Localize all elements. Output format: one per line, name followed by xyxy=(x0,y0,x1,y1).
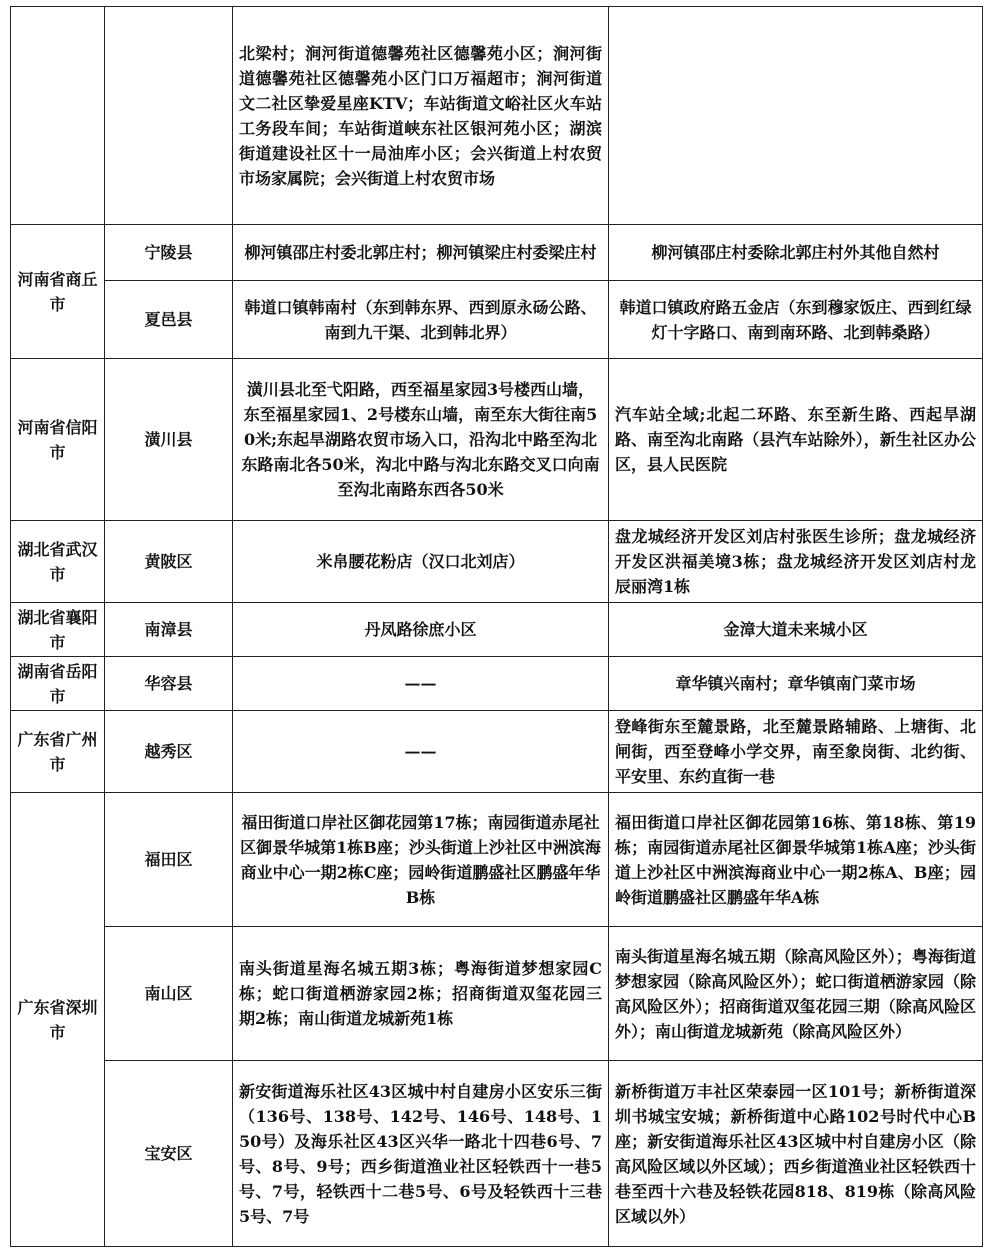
table-row xyxy=(11,521,983,603)
county-cell: 宝安区 xyxy=(105,1061,233,1247)
county-cell-empty xyxy=(105,7,233,225)
table-row xyxy=(11,603,983,657)
mid-risk-cell: 韩道口镇政府路五金店（东到穆家饭庄、西到红绿灯十字路口、南到南环路、北到韩桑路） xyxy=(609,281,983,359)
province-cell-empty xyxy=(11,7,105,225)
county-cell: 南山区 xyxy=(105,927,233,1061)
mid-risk-cell: 章华镇兴南村；章华镇南门菜市场 xyxy=(609,657,983,711)
risk-area-table xyxy=(10,6,983,1247)
mid-risk-cell: 汽车站全域;北起二环路、东至新生路、西起旱湖路、南至沟北南路（县汽车站除外），新生社区办公区，县人民医院 xyxy=(609,359,983,521)
mid-risk-cell xyxy=(609,7,983,225)
mid-risk-cell: 南头街道星海名城五期（除高风险区外）；粤海街道梦想家园（除高风险区外）；蛇口街道栖游家园（除高风险区外）；招商街道双玺花园三期（除高风险区外）；南山街道龙城新苑（除高风险区外） xyxy=(609,927,983,1061)
province-cell: 湖北省襄阳市 xyxy=(11,603,105,657)
table-row xyxy=(11,927,983,1061)
high-risk-cell: 丹凤路徐庶小区 xyxy=(233,603,609,657)
mid-risk-cell: 登峰街东至麓景路，北至麓景路辅路、上塘街、北闸街，西至登峰小学交界，南至象岗街、北约街、平安里、东约直街一巷 xyxy=(609,711,983,793)
mid-risk-cell: 福田街道口岸社区御花园第16栋、第18栋、第19栋；南园街道赤尾社区御景华城第1栋A座；沙头街道上沙社区中洲滨海商业中心一期2栋A、B座；园岭街道鹏盛社区鹏盛年华A栋 xyxy=(609,793,983,927)
mid-risk-cell: 盘龙城经济开发区刘店村张医生诊所；盘龙城经济开发区洪福美境3栋；盘龙城经济开发区刘店村龙辰丽湾1栋 xyxy=(609,521,983,603)
high-risk-cell: —— xyxy=(233,657,609,711)
county-cell: 越秀区 xyxy=(105,711,233,793)
province-cell: 广东省广州市 xyxy=(11,711,105,793)
mid-risk-cell: 金漳大道未来城小区 xyxy=(609,603,983,657)
table-row xyxy=(11,711,983,793)
county-cell: 南漳县 xyxy=(105,603,233,657)
county-cell: 夏邑县 xyxy=(105,281,233,359)
high-risk-cell: 柳河镇邵庄村委北郭庄村；柳河镇梁庄村委梁庄村 xyxy=(233,225,609,281)
table-row xyxy=(11,7,983,225)
high-risk-cell: —— xyxy=(233,711,609,793)
county-cell: 华容县 xyxy=(105,657,233,711)
table-row xyxy=(11,281,983,359)
county-cell: 黄陂区 xyxy=(105,521,233,603)
table-row xyxy=(11,1061,983,1247)
table-row xyxy=(11,657,983,711)
county-cell: 潢川县 xyxy=(105,359,233,521)
high-risk-cell: 北梁村；涧河街道德馨苑社区德馨苑小区；涧河街道德馨苑社区德馨苑小区门口万福超市；涧河街道文二社区挚爱星座KTV；车站街道文峪社区火车站工务段车间；车站街道峡东社区银河苑小区；湖滨街道建设社区十一局油库小区；会兴街道上村农贸市场家属院；会兴街道上村农贸市场 xyxy=(233,7,609,225)
high-risk-cell: 南头街道星海名城五期3栋；粤海街道梦想家园C栋；蛇口街道栖游家园2栋；招商街道双玺花园三期2栋；南山街道龙城新苑1栋 xyxy=(233,927,609,1061)
mid-risk-cell: 柳河镇邵庄村委除北郭庄村外其他自然村 xyxy=(609,225,983,281)
province-cell: 湖北省武汉市 xyxy=(11,521,105,603)
province-cell: 河南省信阳市 xyxy=(11,359,105,521)
table-row xyxy=(11,793,983,927)
mid-risk-cell: 新桥街道万丰社区荣泰园一区101号；新桥街道深圳书城宝安城；新桥街道中心路102号时代中心B座；新安街道海乐社区43区城中村自建房小区（除高风险区域以外区域）；西乡街道渔业社区轻铁西十巷至西十六巷及轻铁花园818、819栋（除高风险区域以外） xyxy=(609,1061,983,1247)
table-row xyxy=(11,359,983,521)
county-cell: 福田区 xyxy=(105,793,233,927)
province-cell: 河南省商丘市 xyxy=(11,225,105,359)
table-row xyxy=(11,225,983,281)
high-risk-cell: 韩道口镇韩南村（东到韩东界、西到原永砀公路、南到九干渠、北到韩北界） xyxy=(233,281,609,359)
high-risk-cell: 潢川县北至弋阳路，西至福星家园3号楼西山墙，东至福星家园1、2号楼东山墙，南至东大街往南50米;东起旱湖路农贸市场入口，沿沟北中路至沟北东路南北各50米，沟北中路与沟北东路交叉口向南至沟北南路东西各50米 xyxy=(233,359,609,521)
high-risk-cell: 福田街道口岸社区御花园第17栋；南园街道赤尾社区御景华城第1栋B座；沙头街道上沙社区中洲滨海商业中心一期2栋C座；园岭街道鹏盛社区鹏盛年华B栋 xyxy=(233,793,609,927)
county-cell: 宁陵县 xyxy=(105,225,233,281)
high-risk-cell: 米帛腰花粉店（汉口北刘店） xyxy=(233,521,609,603)
high-risk-cell: 新安街道海乐社区43区城中村自建房小区安乐三街（136号、138号、142号、146号、148号、150号）及海乐社区43区兴华一路北十四巷6号、7号、8号、9号；西乡街道渔业社区轻铁西十一巷5号、7号，轻铁西十二巷5号、6号及轻铁西十三巷5号、7号 xyxy=(233,1061,609,1247)
province-cell: 湖南省岳阳市 xyxy=(11,657,105,711)
province-cell: 广东省深圳市 xyxy=(11,793,105,1247)
